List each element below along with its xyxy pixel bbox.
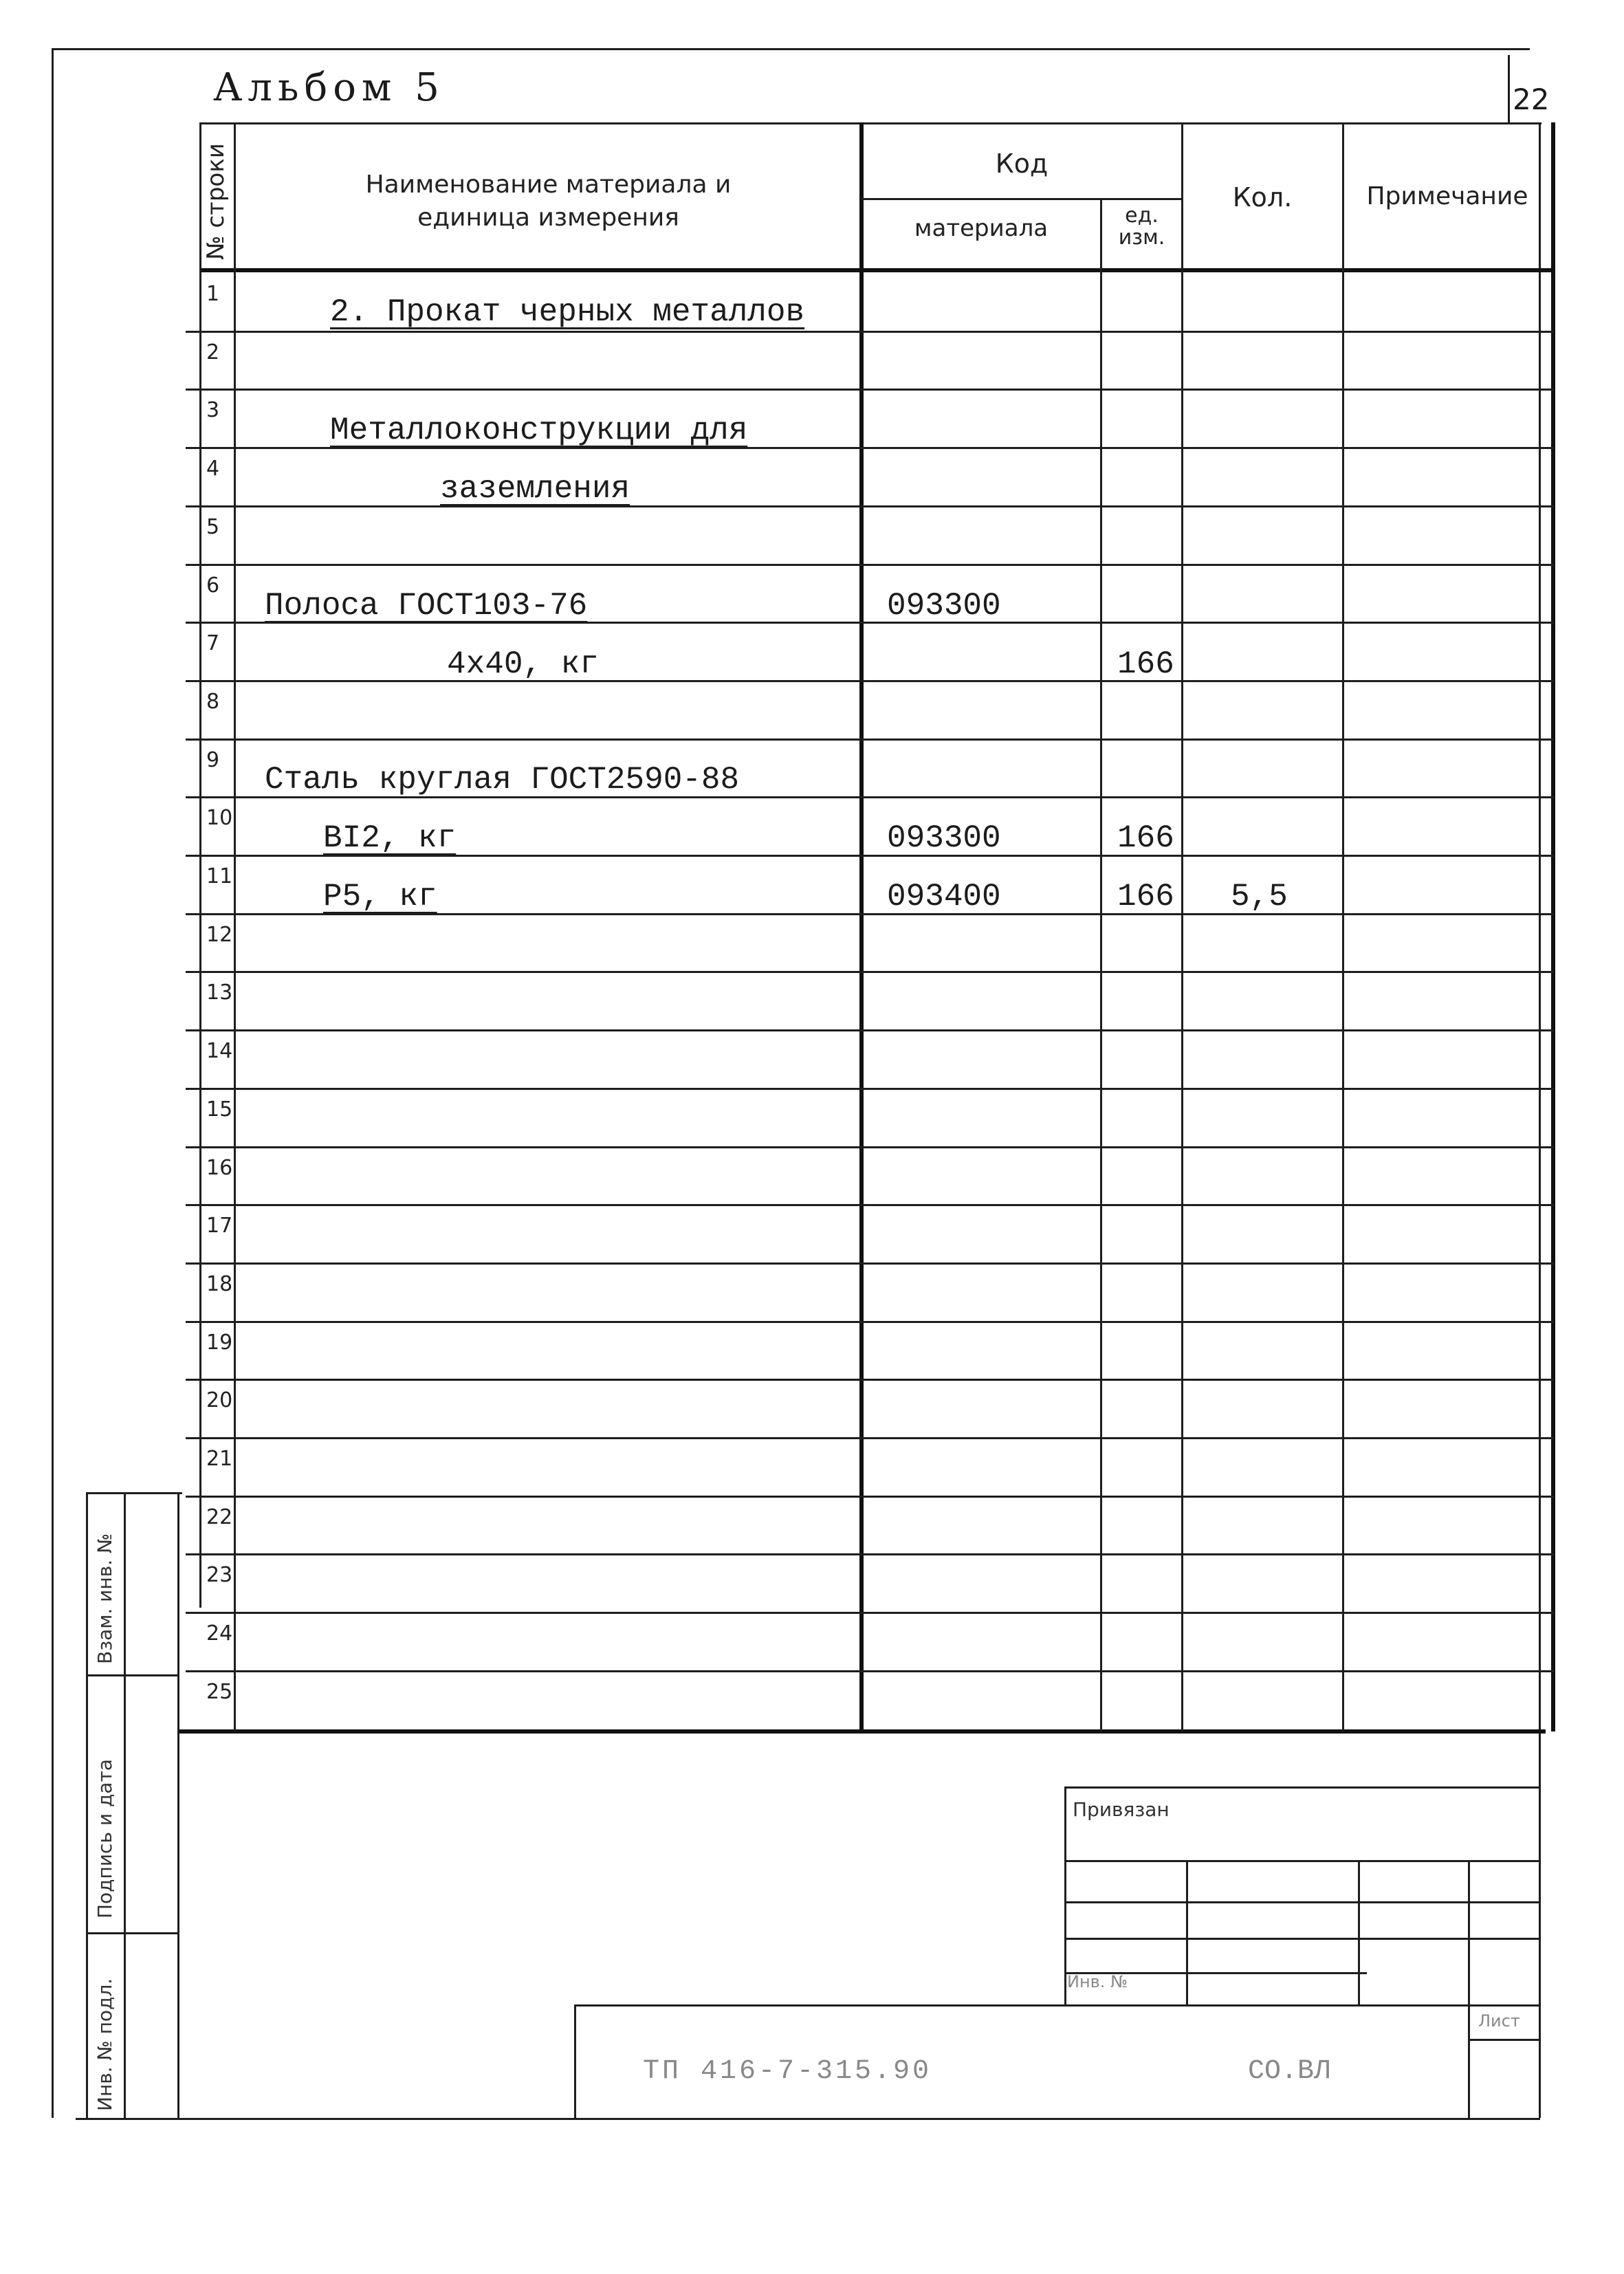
page-number-box-left <box>1508 55 1510 124</box>
sidebar-top <box>86 1492 182 1494</box>
stamp-main-top <box>574 2004 1539 2007</box>
header-qty: Кол. <box>1232 182 1293 212</box>
row-number: 9 <box>206 748 220 772</box>
row-number: 17 <box>206 1214 233 1238</box>
header-bottom <box>199 268 1555 272</box>
row-number: 11 <box>206 864 233 888</box>
row4-name: заземления <box>440 471 630 507</box>
stamp-sheet-code: СО.ВЛ <box>1248 2056 1331 2087</box>
col-rowno-left <box>199 122 201 1608</box>
sidebar-inv-orig: Инв. № подл. <box>94 1978 116 2111</box>
row11-unit: 166 <box>1117 879 1174 915</box>
row-line <box>186 1496 1554 1498</box>
stamp-inv-no: Инв. № <box>1067 1972 1128 1991</box>
stamp-sheet-label: Лист <box>1478 2011 1520 2031</box>
row3-name: Металлоконструкции для <box>330 413 748 448</box>
stamp-col1 <box>1186 1860 1188 2004</box>
row10-name: ВI2, кг <box>323 820 457 856</box>
row6-name: Полоса ГОСТ103-76 <box>265 588 588 624</box>
row-number: 8 <box>206 690 220 714</box>
row-number: 16 <box>206 1156 233 1180</box>
row-line <box>186 1146 1554 1148</box>
row1-name: 2. Прокат черных металлов <box>330 294 805 330</box>
stamp-col2 <box>1358 1860 1360 2004</box>
sidebar-left <box>86 1492 88 2118</box>
sidebar-right <box>177 1492 179 2118</box>
row-number: 22 <box>206 1505 233 1529</box>
row-number: 18 <box>206 1272 233 1296</box>
row-line <box>186 1379 1554 1381</box>
row-line <box>186 505 1554 507</box>
row-line <box>186 739 1554 741</box>
row-number: 19 <box>206 1331 233 1355</box>
row-number: 12 <box>206 923 233 947</box>
stamp-main-left <box>574 2004 576 2118</box>
header-name-line1: Наименование материала и <box>365 171 732 199</box>
stamp-tied-top <box>1064 1786 1539 1789</box>
row-line <box>186 1321 1554 1323</box>
stamp-sheet-split <box>1468 2039 1539 2041</box>
sidebar-divider <box>124 1492 126 2118</box>
album-label: Альбом 5 <box>213 65 445 110</box>
row-line <box>186 1204 1554 1206</box>
header-unit-line1: ед. <box>1125 204 1159 228</box>
row7-unit: 166 <box>1117 646 1174 682</box>
header-code: Код <box>995 149 1049 179</box>
row11-qty: 5,5 <box>1231 879 1288 915</box>
row6-material: 093300 <box>887 588 1001 624</box>
row-number: 1 <box>206 282 220 306</box>
stamp-doc-code: ТП 416-7-315.90 <box>643 2056 932 2087</box>
sidebar-split2 <box>86 1932 179 1934</box>
row-line <box>186 389 1554 391</box>
header-row-no: № строки <box>202 143 230 260</box>
frame-top <box>52 48 1530 50</box>
row-number: 24 <box>206 1621 233 1646</box>
row-line <box>186 1262 1554 1265</box>
row-number: 5 <box>206 515 220 539</box>
header-unit-line2: изм. <box>1118 226 1165 250</box>
row-line <box>186 564 1554 566</box>
frame-bottom <box>76 2118 1540 2120</box>
frame-right <box>1539 124 1541 2118</box>
row-number: 13 <box>206 981 233 1005</box>
header-note: Примечание <box>1366 182 1528 210</box>
header-material: материала <box>914 215 1049 242</box>
row-number: 20 <box>206 1388 233 1412</box>
page-number: 22 <box>1513 83 1550 116</box>
sidebar-sign-date: Подпись и дата <box>94 1759 116 1918</box>
col-name-right <box>859 122 864 1731</box>
row11-material: 093400 <box>887 879 1001 915</box>
row-number: 7 <box>206 631 220 655</box>
row-number: 15 <box>206 1097 233 1122</box>
row10-material: 093300 <box>887 820 1001 856</box>
row-number: 10 <box>206 806 233 830</box>
col-note-right <box>1551 122 1555 1731</box>
row10-unit: 166 <box>1117 820 1174 856</box>
code-split <box>862 198 1182 200</box>
row-number: 21 <box>206 1447 233 1471</box>
row-line <box>186 1553 1554 1555</box>
row7-name: 4х40, кг <box>447 646 599 682</box>
row-number: 3 <box>206 398 220 422</box>
stamp-tied-label: Привязан <box>1073 1798 1170 1821</box>
col-qty-right <box>1342 122 1344 1731</box>
row-line <box>186 1088 1554 1090</box>
row-line <box>186 1670 1554 1672</box>
col-material-right <box>1100 199 1102 1731</box>
row-line <box>186 680 1554 682</box>
row-line <box>186 1612 1554 1614</box>
row-number: 23 <box>206 1563 233 1587</box>
row-number: 4 <box>206 457 220 481</box>
row-number: 14 <box>206 1039 233 1063</box>
row-number: 6 <box>206 573 220 598</box>
col-unit-right <box>1181 122 1183 1731</box>
row-line <box>186 971 1554 973</box>
row-line <box>186 1437 1554 1439</box>
row9-name: Сталь круглая ГОСТ2590-88 <box>265 762 740 798</box>
stamp-col3 <box>1468 1860 1470 2118</box>
sidebar-inv-replace: Взам. инв. № <box>94 1533 116 1664</box>
frame-left <box>52 48 54 2118</box>
row11-name: Р5, кг <box>323 879 437 915</box>
row-line <box>186 331 1554 333</box>
row-number: 2 <box>206 340 220 364</box>
row-line <box>186 1029 1554 1031</box>
row-number: 25 <box>206 1680 233 1704</box>
sidebar-split1 <box>86 1674 179 1676</box>
table-top <box>199 122 1541 124</box>
header-name-line2: единица измерения <box>417 204 679 232</box>
